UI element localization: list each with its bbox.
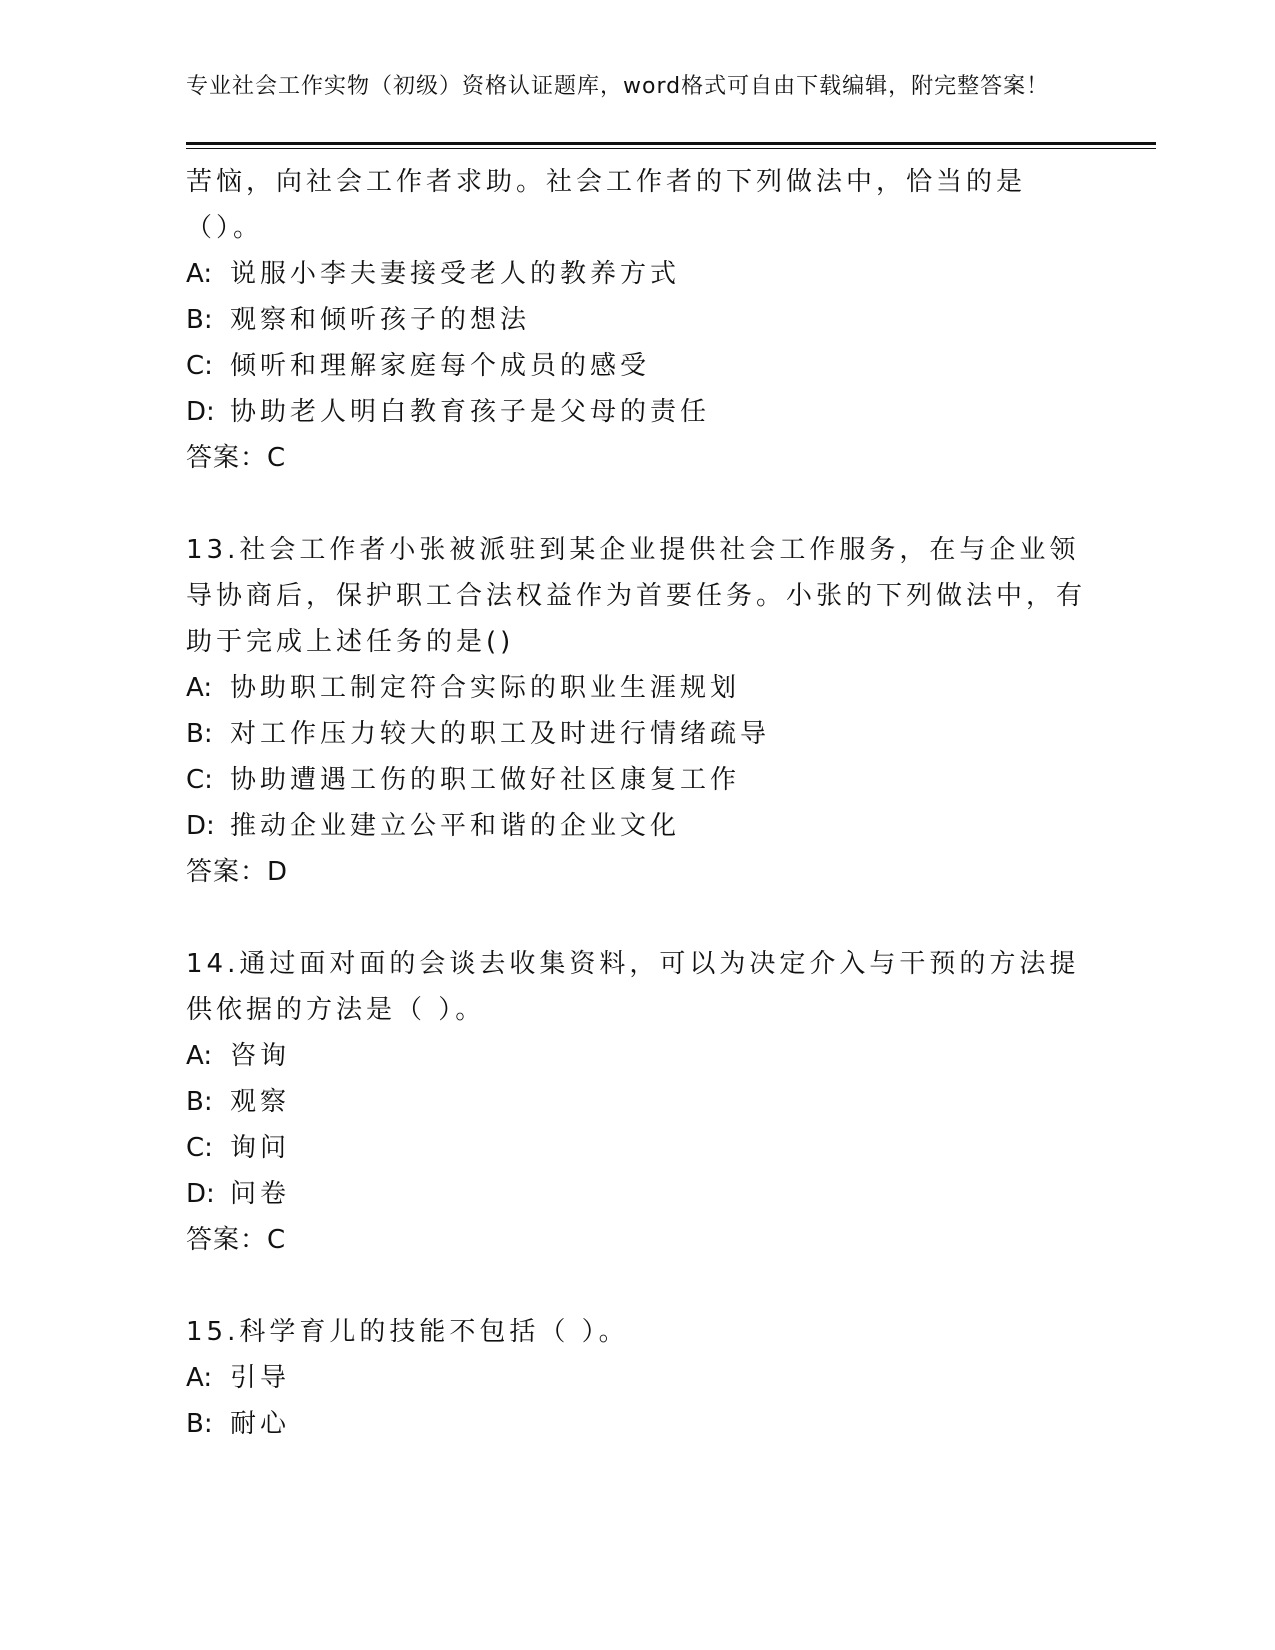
option-text: 对工作压力较大的职工及时进行情绪疏导 — [230, 719, 771, 749]
option-letter: B: — [186, 1409, 213, 1439]
answer-line: 答案：C — [186, 1225, 287, 1255]
question-item — [186, 1309, 1156, 1447]
option-letter: D: — [186, 397, 215, 427]
option-letter: D: — [186, 811, 215, 841]
question-text — [186, 1309, 1086, 1355]
option-letter: B: — [186, 305, 213, 335]
option-a — [186, 1033, 1156, 1079]
option-text: 说服小李夫妻接受老人的教养方式 — [230, 259, 681, 289]
option-text: 引导 — [230, 1363, 291, 1393]
question-text — [186, 941, 1086, 1033]
header-divider — [186, 142, 1156, 149]
question-number: 14. — [186, 949, 240, 979]
answer-line: 答案：C — [186, 443, 287, 473]
question-text — [186, 159, 1086, 251]
document-header: 专业社会工作实物（初级）资格认证题库，word格式可自由下载编辑，附完整答案！ — [186, 74, 1050, 99]
option-text: 咨询 — [230, 1041, 291, 1071]
option-a — [186, 1355, 1156, 1401]
option-letter: A: — [186, 673, 213, 703]
option-text: 推动企业建立公平和谐的企业文化 — [230, 811, 681, 841]
option-text: 观察 — [230, 1087, 291, 1117]
option-text: 询问 — [230, 1133, 291, 1163]
option-text: 协助老人明白教育孩子是父母的责任 — [230, 397, 711, 427]
question-stem: 苦恼，向社会工作者求助。社会工作者的下列做法中，恰当的是（）。 — [186, 167, 1027, 243]
option-d — [186, 389, 1156, 435]
option-a — [186, 665, 1156, 711]
option-letter: C: — [186, 351, 213, 381]
option-c — [186, 343, 1156, 389]
question-number: 13. — [186, 535, 240, 565]
option-b — [186, 711, 1156, 757]
option-d — [186, 803, 1156, 849]
option-text: 问卷 — [230, 1179, 291, 1209]
option-letter: C: — [186, 1133, 213, 1163]
option-text: 耐心 — [230, 1409, 291, 1439]
option-text: 观察和倾听孩子的想法 — [230, 305, 531, 335]
option-b — [186, 1401, 1156, 1447]
question-number: 15. — [186, 1317, 240, 1347]
option-letter: A: — [186, 259, 213, 289]
option-text: 协助职工制定符合实际的职业生涯规划 — [230, 673, 741, 703]
question-stem: 社会工作者小张被派驻到某企业提供社会工作服务，在与企业领导协商后，保护职工合法权益作为首要任务。小张的下列做法中，有助于完成上述任务的是() — [186, 535, 1087, 657]
option-letter: B: — [186, 1087, 213, 1117]
question-text — [186, 527, 1086, 665]
question-spacer — [186, 481, 1156, 527]
option-letter: A: — [186, 1041, 213, 1071]
option-letter: C: — [186, 765, 213, 795]
divider-thin-line — [186, 148, 1156, 149]
divider-thick-line — [186, 142, 1156, 145]
option-c — [186, 1125, 1156, 1171]
option-a — [186, 251, 1156, 297]
question-list — [186, 159, 1156, 1447]
question-item — [186, 941, 1156, 1263]
question-spacer — [186, 895, 1156, 941]
option-c — [186, 757, 1156, 803]
question-stem: 科学育儿的技能不包括（ ）。 — [239, 1317, 629, 1347]
option-letter: D: — [186, 1179, 215, 1209]
answer-line: 答案：D — [186, 857, 289, 887]
option-text: 倾听和理解家庭每个成员的感受 — [230, 351, 651, 381]
option-letter: A: — [186, 1363, 213, 1393]
option-b — [186, 1079, 1156, 1125]
document-page — [186, 70, 1156, 1447]
option-d — [186, 1171, 1156, 1217]
question-stem: 通过面对面的会谈去收集资料，可以为决定介入与干预的方法提供依据的方法是（ ）。 — [186, 949, 1080, 1025]
option-text: 协助遭遇工伤的职工做好社区康复工作 — [230, 765, 741, 795]
option-letter: B: — [186, 719, 213, 749]
question-item — [186, 527, 1156, 895]
question-item — [186, 159, 1156, 481]
option-b — [186, 297, 1156, 343]
question-spacer — [186, 1263, 1156, 1309]
